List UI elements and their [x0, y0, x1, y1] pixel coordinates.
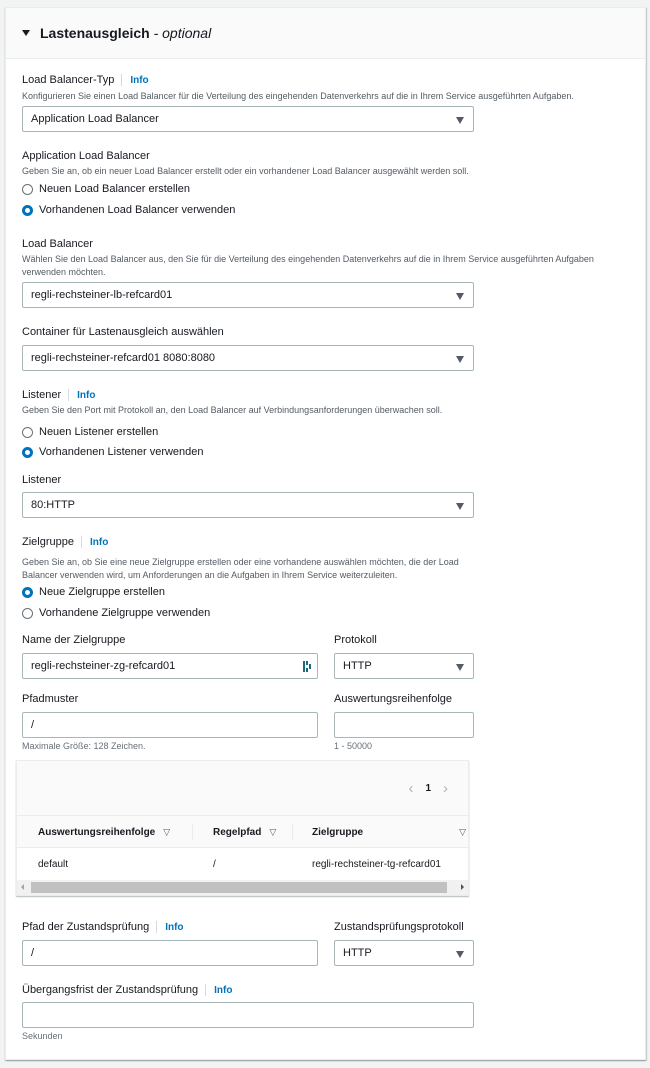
radio-existing-listener[interactable] [22, 446, 204, 458]
column-header-label: Zielgruppe [312, 826, 364, 838]
cell-target-group: regli-rechsteiner-tg-refcard01 [312, 858, 441, 870]
lb-type-label: Load Balancer-Typ [22, 74, 115, 86]
load-balancer-select[interactable] [22, 282, 474, 308]
listener-value: 80:HTTP [31, 499, 76, 511]
target-group-info-link[interactable]: Info [89, 536, 109, 548]
protocol-label: Protokoll [334, 634, 377, 646]
caret-down-icon[interactable] [22, 30, 30, 36]
panel-title-optional: - optional [153, 25, 212, 41]
radio-label: Vorhandenen Listener verwenden [39, 446, 204, 458]
scrollbar-thumb[interactable] [31, 882, 447, 893]
health-path-info-link[interactable]: Info [165, 921, 184, 933]
radio-label: Neue Zielgruppe erstellen [39, 586, 165, 598]
tg-name-input[interactable] [22, 653, 318, 679]
tg-name-value: regli-rechsteiner-zg-refcard01 [31, 660, 176, 672]
listener-choice-label: Listener [22, 389, 62, 401]
grace-period-hint: Sekunden [22, 1031, 63, 1041]
path-pattern-label: Pfadmuster [22, 693, 79, 705]
container-value: regli-rechsteiner-refcard01 8080:8080 [31, 352, 216, 364]
grace-period-label: Übergangsfrist der Zustandsprüfung [22, 984, 199, 996]
health-path-value: / [31, 947, 35, 959]
eval-order-input[interactable] [334, 712, 474, 738]
column-header-rule-path[interactable] [213, 816, 276, 848]
pagination [408, 780, 448, 797]
scroll-right-icon[interactable] [461, 884, 464, 890]
radio-button[interactable] [22, 184, 33, 195]
column-divider[interactable] [192, 824, 193, 840]
radio-existing-target-group[interactable] [22, 607, 210, 619]
info-divider [121, 74, 122, 86]
dropdown-arrow-icon [456, 117, 464, 124]
health-protocol-label: Zustandsprüfungsprotokoll [334, 921, 464, 933]
column-header-target-group[interactable] [312, 816, 468, 848]
listener-description: Geben Sie den Port mit Protokoll an, den Load Balancer auf Verbindungsanforderungen überwachen soll. [22, 405, 443, 415]
listener-select[interactable] [22, 492, 474, 518]
horizontal-scrollbar[interactable] [17, 880, 468, 895]
listener-label: Listener [22, 474, 62, 486]
protocol-select[interactable] [334, 653, 474, 679]
target-group-label-row [22, 536, 108, 548]
cell-rule-path: / [213, 858, 216, 870]
load-balancer-label: Load Balancer [22, 238, 93, 250]
dropdown-arrow-icon [456, 356, 464, 363]
table-toolbar [17, 761, 468, 816]
page-number[interactable]: 1 [425, 783, 431, 794]
health-path-label-row [22, 921, 184, 933]
dropdown-arrow-icon [456, 503, 464, 510]
dropdown-arrow-icon [456, 664, 464, 671]
info-divider [81, 536, 82, 548]
listener-choice-label-row [22, 389, 95, 401]
tg-name-label: Name der Zielgruppe [22, 634, 126, 646]
load-balancer-value: regli-rechsteiner-lb-refcard01 [31, 289, 173, 301]
radio-button-checked[interactable] [22, 447, 33, 458]
info-divider [156, 921, 157, 933]
panel-header[interactable] [6, 8, 645, 59]
container-select[interactable] [22, 345, 474, 371]
sort-icon[interactable]: ▽ [269, 826, 277, 837]
info-divider [68, 389, 69, 401]
radio-button[interactable] [22, 427, 33, 438]
panel-title [40, 25, 211, 41]
password-manager-icon[interactable] [303, 661, 313, 672]
dropdown-arrow-icon [456, 951, 464, 958]
target-group-description: Geben Sie an, ob Sie eine neue Zielgruppe erstellen oder eine vorhandene auswählen möchten, die der Load Balancer verwenden wird, um Anforderungen an die Aufgaben in Ihrem Service weiterzuleiten. [22, 557, 459, 580]
load-balancer-description: Wählen Sie den Load Balancer aus, den Sie für die Verteilung des eingehenden Datenverkehrs auf die in Ihrem Service ausgeführten Aufgaben verwenden möchten. [22, 254, 594, 277]
listener-info-link[interactable]: Info [77, 389, 96, 401]
chevron-left-icon[interactable]: ‹ [408, 780, 414, 797]
radio-label: Vorhandene Zielgruppe verwenden [39, 607, 211, 619]
radio-label: Neuen Listener erstellen [39, 426, 159, 438]
health-protocol-value: HTTP [343, 947, 372, 959]
radio-new-lb[interactable] [22, 183, 190, 195]
radio-button-checked[interactable] [22, 587, 33, 598]
radio-button-checked[interactable] [22, 205, 33, 216]
sort-icon[interactable]: ▽ [163, 826, 171, 837]
grace-period-info-link[interactable]: Info [214, 984, 233, 996]
grace-period-input[interactable] [22, 1002, 474, 1028]
alb-label: Application Load Balancer [22, 150, 150, 162]
lb-type-label-row [22, 74, 149, 86]
radio-label: Neuen Load Balancer erstellen [39, 183, 191, 195]
column-divider[interactable] [292, 824, 293, 840]
eval-order-label: Auswertungsreihenfolge [334, 693, 453, 705]
path-pattern-hint: Maximale Größe: 128 Zeichen. [22, 741, 146, 751]
lb-type-select[interactable] [22, 106, 474, 132]
target-group-label: Zielgruppe [22, 536, 74, 548]
health-protocol-select[interactable] [334, 940, 474, 966]
lb-type-value: Application Load Balancer [31, 113, 159, 125]
sort-icon[interactable]: ▽ [459, 826, 466, 837]
radio-existing-lb[interactable] [22, 204, 235, 216]
panel-title-text: Lastenausgleich [40, 25, 150, 41]
rules-table [16, 760, 469, 896]
column-header-label: Regelpfad [213, 826, 262, 838]
path-pattern-value: / [31, 719, 35, 731]
radio-button[interactable] [22, 608, 33, 619]
scroll-left-icon[interactable] [21, 884, 24, 890]
radio-label: Vorhandenen Load Balancer verwenden [39, 204, 236, 216]
path-pattern-input[interactable] [22, 712, 318, 738]
lb-type-info-link[interactable]: Info [130, 74, 149, 86]
health-path-input[interactable] [22, 940, 318, 966]
dropdown-arrow-icon [456, 293, 464, 300]
lb-type-description: Konfigurieren Sie einen Load Balancer für die Verteilung des eingehenden Datenverkehrs auf die in Ihrem Service ausgeführten Aufgaben. [22, 91, 574, 101]
alb-description: Geben Sie an, ob ein neuer Load Balancer erstellt oder ein vorhandener Load Balancer ausgewählt werden soll. [22, 166, 469, 176]
table-row [17, 848, 468, 880]
eval-order-hint: 1 - 50000 [334, 741, 373, 751]
grace-period-label-row [22, 984, 232, 996]
radio-new-target-group[interactable] [22, 586, 165, 598]
container-label: Container für Lastenausgleich auswählen [22, 326, 224, 338]
chevron-right-icon[interactable]: › [443, 780, 448, 797]
table-header [17, 816, 468, 848]
cell-eval-order: default [38, 858, 69, 870]
protocol-value: HTTP [343, 660, 372, 672]
health-path-label: Pfad der Zustandsprüfung [22, 921, 150, 933]
column-header-label: Auswertungsreihenfolge [38, 826, 156, 838]
info-divider [205, 984, 206, 996]
column-header-eval-order[interactable] [38, 816, 170, 848]
radio-new-listener[interactable] [22, 426, 158, 438]
